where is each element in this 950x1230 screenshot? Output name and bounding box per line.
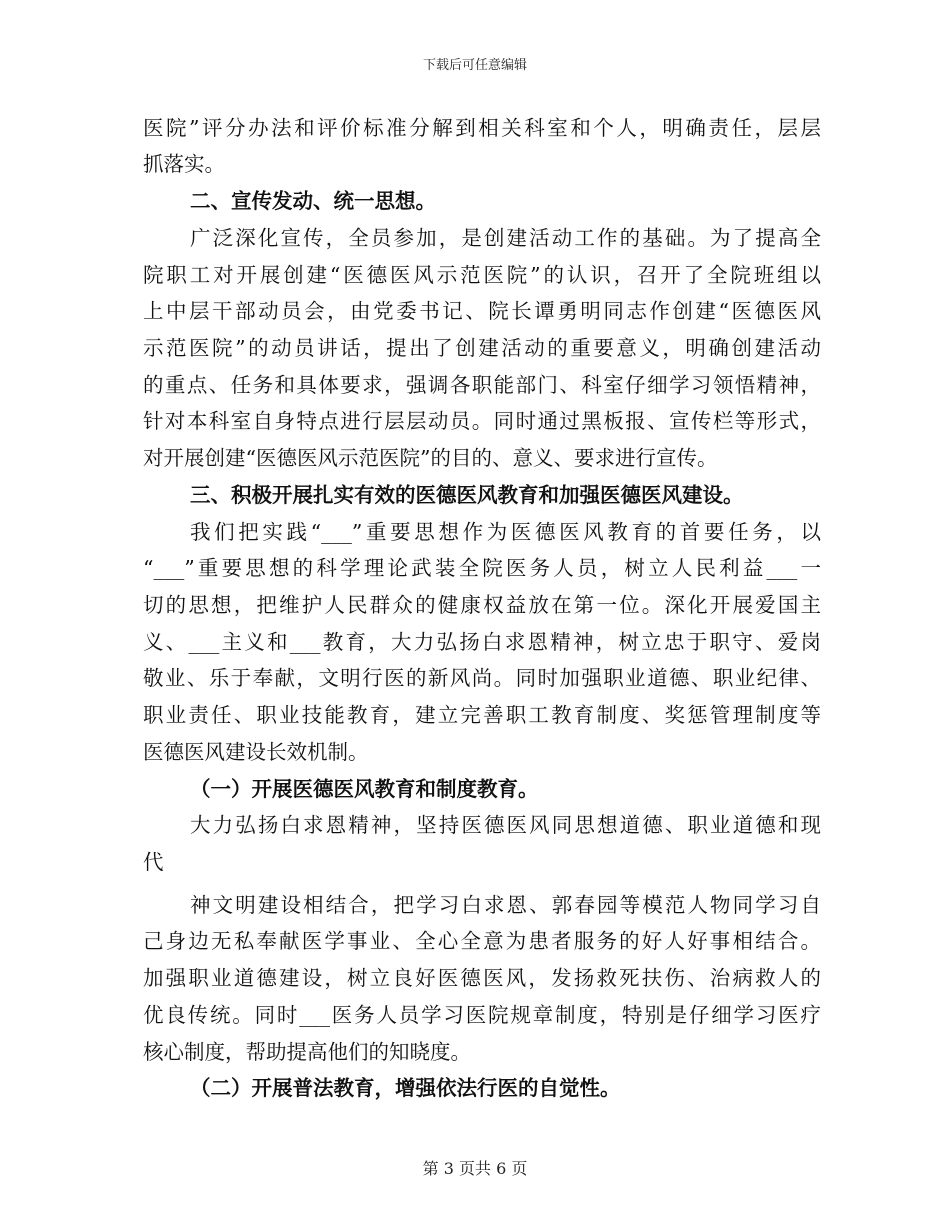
paragraph-line: 大力弘扬白求恩精神，坚持医德医风同思想道德、职业道德和现	[190, 813, 821, 837]
paragraph-line: 针对本科室自身特点进行层层动员。同时通过黑板报、宣传栏等形式，	[143, 409, 821, 433]
paragraph-line: 广泛深化宣传，全员参加，是创建活动工作的基础。为了提高全	[190, 226, 821, 250]
paragraph-line: 抓落实。	[143, 152, 225, 176]
paragraph-line: 代	[143, 850, 164, 874]
paragraph-line: 义、___主义和___教育，大力弘扬白求恩精神，树立忠于职守、爱岗	[143, 630, 821, 654]
paragraph-line: 加强职业道德建设，树立良好医德医风，发扬救死扶伤、治病救人的	[143, 966, 821, 990]
paragraph-line: 示范医院”的动员讲话，提出了创建活动的重要意义，明确创建活动	[143, 336, 821, 360]
paragraph-line: 院职工对开展创建“医德医风示范医院”的认识，召开了全院班组以	[143, 263, 821, 287]
paragraph-line: “___”重要思想的科学理论武装全院医务人员，树立人民利益___一	[143, 556, 821, 580]
subsection-heading: （二）开展普法教育，增强依法行医的自觉性。	[190, 1076, 621, 1100]
page-header: 下载后可任意编辑	[422, 58, 527, 73]
paragraph-line: 核心制度，帮助提高他们的知晓度。	[143, 1040, 471, 1064]
paragraph-line: 的重点、任务和具体要求，强调各职能部门、科室仔细学习领悟精神，	[143, 373, 821, 397]
paragraph-line: 己身边无私奉献医学事业、全心全意为患者服务的好人好事相结合。	[143, 929, 821, 953]
page-footer: 第 3 页共 6 页	[422, 1159, 528, 1178]
paragraph-line: 对开展创建“医德医风示范医院”的目的、意义、要求进行宣传。	[143, 446, 718, 470]
section-heading: 二、宣传发动、统一思想。	[190, 189, 436, 213]
paragraph-line: 我们把实践“___”重要思想作为医德医风教育的首要任务，以	[190, 520, 821, 544]
paragraph-line: 神文明建设相结合，把学习白求恩、郭春园等模范人物同学习自	[190, 893, 821, 917]
paragraph-line: 医院”评分办法和评价标准分解到相关科室和个人，明确责任，层层	[143, 116, 821, 140]
paragraph-line: 优良传统。同时___医务人员学习医院规章制度，特别是仔细学习医疗	[143, 1003, 821, 1027]
section-heading: 三、积极开展扎实有效的医德医风教育和加强医德医风建设。	[190, 483, 744, 507]
paragraph-line: 上中层干部动员会，由党委书记、院长谭勇明同志作创建“医德医风	[143, 299, 821, 323]
paragraph-line: 医德医风建设长效机制。	[143, 740, 369, 764]
paragraph-line: 职业责任、职业技能教育，建立完善职工教育制度、奖惩管理制度等	[143, 703, 821, 727]
paragraph-line: 敬业、乐于奉献，文明行医的新风尚。同时加强职业道德、职业纪律、	[143, 666, 821, 690]
subsection-heading: （一）开展医德医风教育和制度教育。	[190, 777, 539, 801]
paragraph-line: 切的思想，把维护人民群众的健康权益放在第一位。深化开展爱国主	[143, 593, 821, 617]
